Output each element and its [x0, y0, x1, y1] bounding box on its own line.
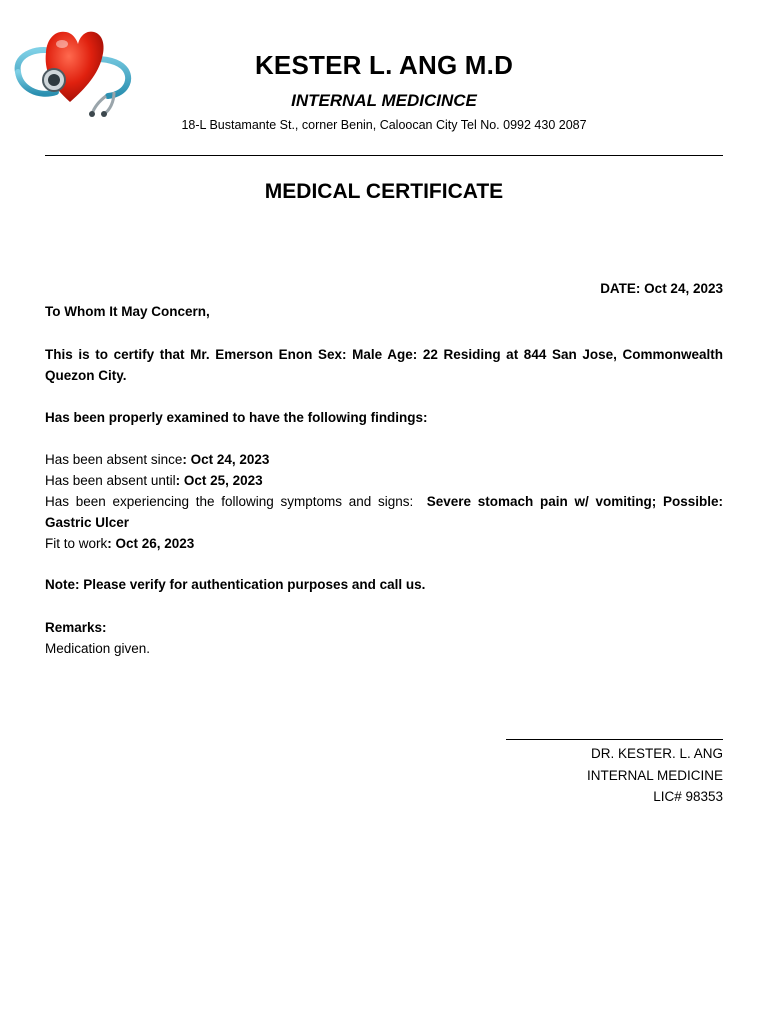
signatory-specialty: INTERNAL MEDICINE — [586, 767, 723, 783]
verification-note: Note: Please verify for authentication purposes and call us. — [45, 577, 426, 592]
symptoms-label: Has been experiencing the following symptoms and signs: — [45, 494, 414, 509]
clinic-address: 18-L Bustamante St., corner Benin, Caloocan City Tel No. 0992 430 2087 — [181, 118, 587, 132]
absent-until-value: : Oct 25, 2023 — [175, 473, 263, 488]
certificate-title: MEDICAL CERTIFICATE — [264, 180, 504, 203]
remarks-value: Medication given. — [45, 641, 151, 656]
header-divider — [45, 155, 723, 156]
fit-to-work-value: : Oct 26, 2023 — [107, 536, 195, 551]
certificate-date: DATE: Oct 24, 2023 — [600, 281, 723, 296]
absent-since-line — [45, 449, 723, 470]
doctor-name: KESTER L. ANG M.D — [254, 50, 514, 80]
certify-statement: This is to certify that Mr. Emerson Enon Sex: Male Age: 22 Residing at 844 San Jose, Commonwealth Quezon City. — [45, 347, 723, 383]
license-number: LIC# 98353 — [653, 789, 723, 804]
absent-since-label: Has been absent since — [45, 452, 183, 467]
symptoms-value: Severe stomach pain w/ vomiting; Possible: Gastric Ulcer — [45, 494, 723, 530]
absent-until-line — [45, 470, 723, 491]
clinic-specialty: INTERNAL MEDICINCE — [291, 91, 477, 110]
absent-until-label: Has been absent until — [45, 473, 176, 488]
fit-to-work-label: Fit to work — [45, 536, 108, 551]
salutation: To Whom It May Concern, — [45, 304, 210, 319]
remarks-section — [45, 617, 723, 659]
signature-line — [506, 739, 723, 740]
fit-to-work-line — [45, 533, 723, 554]
signature-block — [587, 743, 723, 808]
absent-since-value: : Oct 24, 2023 — [182, 452, 270, 467]
signatory-name: DR. KESTER. L. ANG — [590, 746, 723, 761]
remarks-label: Remarks: — [45, 620, 107, 635]
symptoms-line — [45, 491, 723, 533]
findings-heading: Has been properly examined to have the following findings: — [45, 410, 428, 425]
findings-list — [45, 449, 723, 554]
